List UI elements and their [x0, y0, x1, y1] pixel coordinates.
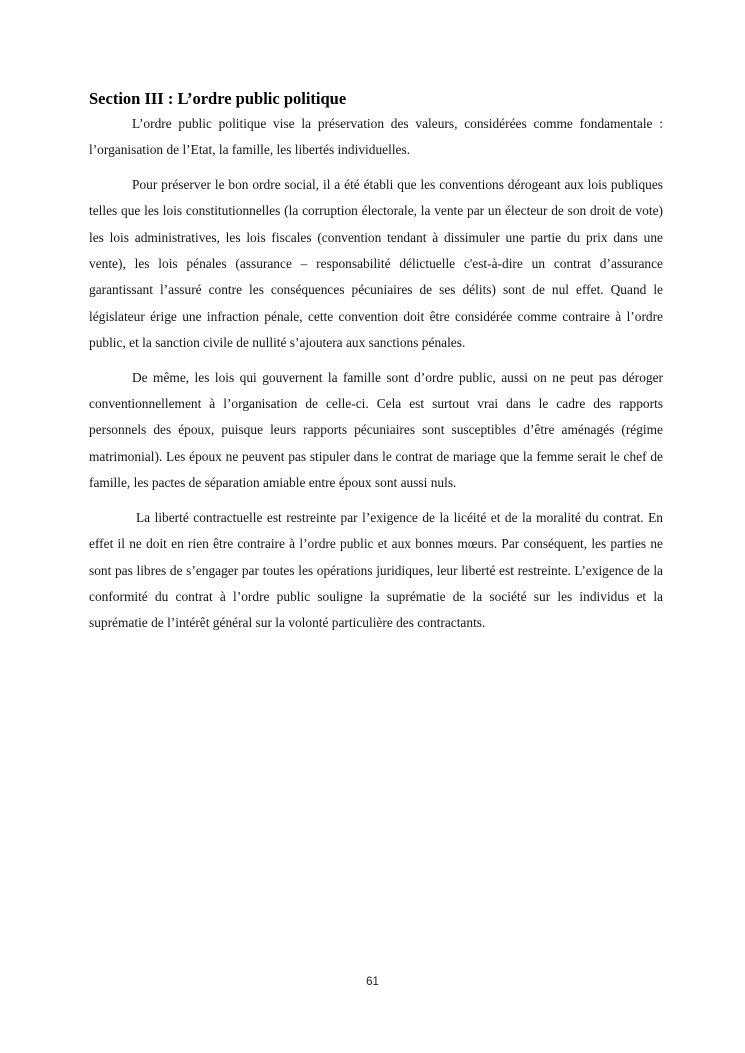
page-content — [89, 88, 663, 637]
paragraph-lois-famille: De même, les lois qui gouvernent la famille sont d’ordre public, aussi on ne peut pas déroger conventionnellement à l’organisation de celle-ci. Cela est surtout vrai dans le cadre des rapports personnels des époux, puisque leurs rapports pécuniaires sont susceptibles d’être aménagés (régime matrimonial). Les époux ne peuvent pas stipuler dans le contrat de mariage que la femme serait le chef de famille, les pactes de séparation amiable entre époux sont aussi nuls. — [89, 369, 663, 491]
paragraph-ordre-public-definition: L’ordre public politique vise la préservation des valeurs, considérées comme fondamentale : l’organisation de l’Etat, la famille, les libertés individuelles. — [89, 116, 663, 158]
section-title: Section III : L’ordre public politique — [89, 89, 347, 108]
paragraph-bon-ordre-social: Pour préserver le bon ordre social, il a été établi que les conventions dérogeant aux lois publiques telles que les lois constitutionnelles (la corruption électorale, la vente par un électeur de son droit de vote) les lois administratives, les lois fiscales (convention tendant à dissimuler une partie du prix dans une vente), les lois pénales (assurance – responsabilité délictuelle c'est-à-dire un contrat d’assurance garantissant l’assuré contre les conséquences pécuniaires de ses délits) sont de nul effet. Quand le législateur érige une infraction pénale, cette convention doit être considérée comme contraire à l’ordre public, et la sanction civile de nullité s’ajoutera aux sanctions pénales. — [89, 176, 663, 351]
page-number: 61 — [366, 976, 379, 988]
paragraph-liberte-contractuelle: La liberté contractuelle est restreinte par l’exigence de la licéité et de la moralité du contrat. En effet il ne doit en rien être contraire à l’ordre public et aux bonnes mœurs. Par conséquent, les parties ne sont pas libres de s’engager par toutes les opérations juridiques, leur liberté est restreinte. L’exigence de la conformité du contrat à l’ordre public souligne la suprématie de la société sur les individus et la suprématie de l’intérêt général sur la volonté particulière des contractants. — [89, 509, 663, 631]
